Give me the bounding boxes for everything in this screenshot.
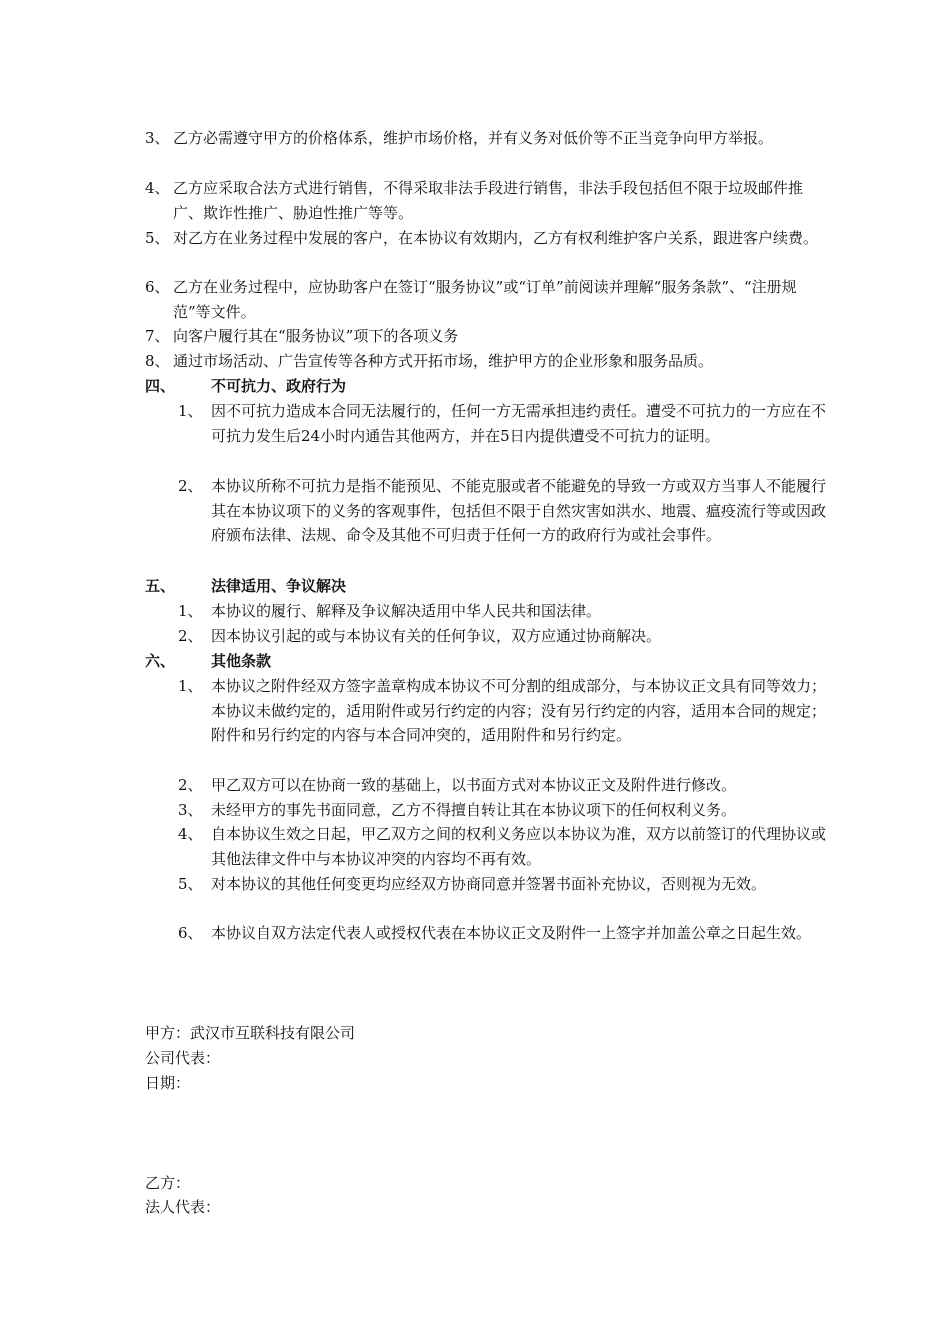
clause-6-6 (178, 921, 828, 946)
clause-number: 4、 (145, 179, 170, 197)
clause-text: 因不可抗力造成本合同无法履行的，任何一方无需承担违约责任。遭受不可抗力的一方应在不可抗力发生后24小时内通告其他两方，并在5日内提供遭受不可抗力的证明。 (211, 402, 827, 445)
clause-3-6 (145, 275, 825, 324)
clause-number: 4、 (178, 825, 203, 843)
clause-6-2 (178, 773, 828, 798)
clause-number: 7、 (145, 327, 170, 345)
clause-number: 8、 (145, 352, 170, 370)
party-a-label: 甲方：武汉市互联科技有限公司 (145, 1024, 356, 1042)
clause-6-3 (178, 798, 828, 823)
clause-6-4 (178, 822, 828, 871)
clause-text: 通过市场活动、广告宣传等各种方式开拓市场，维护甲方的企业形象和服务品质。 (173, 352, 714, 370)
clause-text: 甲乙双方可以在协商一致的基础上，以书面方式对本协议正文及附件进行修改。 (211, 776, 737, 794)
clause-text: 自本协议生效之日起，甲乙双方之间的权利义务应以本协议为准，双方以前签订的代理协议或其他法律文件中与本协议冲突的内容均不再有效。 (211, 825, 827, 868)
section-title: 法律适用、争议解决 (211, 577, 347, 595)
party-b-label: 乙方： (145, 1174, 191, 1192)
party-a-date: 日期： (145, 1074, 191, 1092)
clause-text: 乙方在业务过程中，应协助客户在签订“服务协议”或“订单”前阅读并理解“服务条款”、“注册规范”等文件。 (173, 278, 797, 321)
clause-number: 6、 (145, 278, 170, 296)
section-title: 不可抗力、政府行为 (211, 377, 347, 395)
clause-text: 本协议自双方法定代表人或授权代表在本协议正文及附件一上签字并加盖公章之日起生效。 (211, 924, 812, 942)
clause-3-4 (145, 176, 825, 225)
section-number: 四、 (145, 377, 176, 395)
section-title: 其他条款 (211, 652, 272, 670)
clause-number: 2、 (178, 477, 203, 495)
clause-number: 1、 (178, 602, 203, 620)
party-b-representative: 法人代表： (145, 1198, 221, 1216)
clause-text: 未经甲方的事先书面同意，乙方不得擅自转让其在本协议项下的任何权利义务。 (211, 801, 737, 819)
clause-number: 1、 (178, 677, 203, 695)
section-number: 五、 (145, 577, 176, 595)
clause-number: 3、 (145, 129, 170, 147)
clause-number: 2、 (178, 776, 203, 794)
clause-3-3 (145, 126, 825, 151)
clause-text: 对本协议的其他任何变更均应经双方协商同意并签署书面补充协议，否则视为无效。 (211, 875, 767, 893)
clause-text: 对乙方在业务过程中发展的客户，在本协议有效期内，乙方有权利维护客户关系，跟进客户续费。 (173, 229, 819, 247)
clause-number: 3、 (178, 801, 203, 819)
clause-3-7 (145, 324, 825, 349)
party-a-representative: 公司代表： (145, 1049, 221, 1067)
clause-6-5 (178, 872, 828, 897)
clause-3-8 (145, 349, 825, 374)
clause-4-1 (178, 399, 828, 448)
clause-number: 6、 (178, 924, 203, 942)
clause-text: 乙方应采取合法方式进行销售，不得采取非法手段进行销售，非法手段包括但不限于垃圾邮件推广、欺诈性推广、胁迫性推广等等。 (173, 179, 804, 222)
clause-text: 本协议所称不可抗力是指不能预见、不能克服或者不能避免的导致一方或双方当事人不能履行其在本协议项下的义务的客观事件，包括但不限于自然灾害如洪水、地震、瘟疫流行等或因政府颁布法律、法规、命令及其他不可归责于任何一方的政府行为或社会事件。 (211, 477, 827, 544)
clause-text: 向客户履行其在“服务协议”项下的各项义务 (173, 327, 459, 345)
clause-4-2 (178, 474, 828, 548)
clause-number: 2、 (178, 627, 203, 645)
clause-3-5 (145, 226, 825, 251)
clause-text: 本协议的履行、解释及争议解决适用中华人民共和国法律。 (211, 602, 602, 620)
section-number: 六、 (145, 652, 176, 670)
clause-6-1 (178, 674, 828, 748)
clause-number: 1、 (178, 402, 203, 420)
clause-number: 5、 (145, 229, 170, 247)
clause-text: 因本协议引起的或与本协议有关的任何争议，双方应通过协商解决。 (211, 627, 662, 645)
clause-text: 乙方必需遵守甲方的价格体系，维护市场价格，并有义务对低价等不正当竞争向甲方举报。 (173, 129, 774, 147)
clause-5-2 (178, 624, 828, 649)
clause-text: 本协议之附件经双方签字盖章构成本协议不可分割的组成部分，与本协议正文具有同等效力；本协议未做约定的，适用附件或另行约定的内容；没有另行约定的内容，适用本合同的规定；附件和另行约定的内容与本合同冲突的，适用附件和另行约定。 (211, 677, 827, 744)
clause-number: 5、 (178, 875, 203, 893)
clause-5-1 (178, 599, 828, 624)
